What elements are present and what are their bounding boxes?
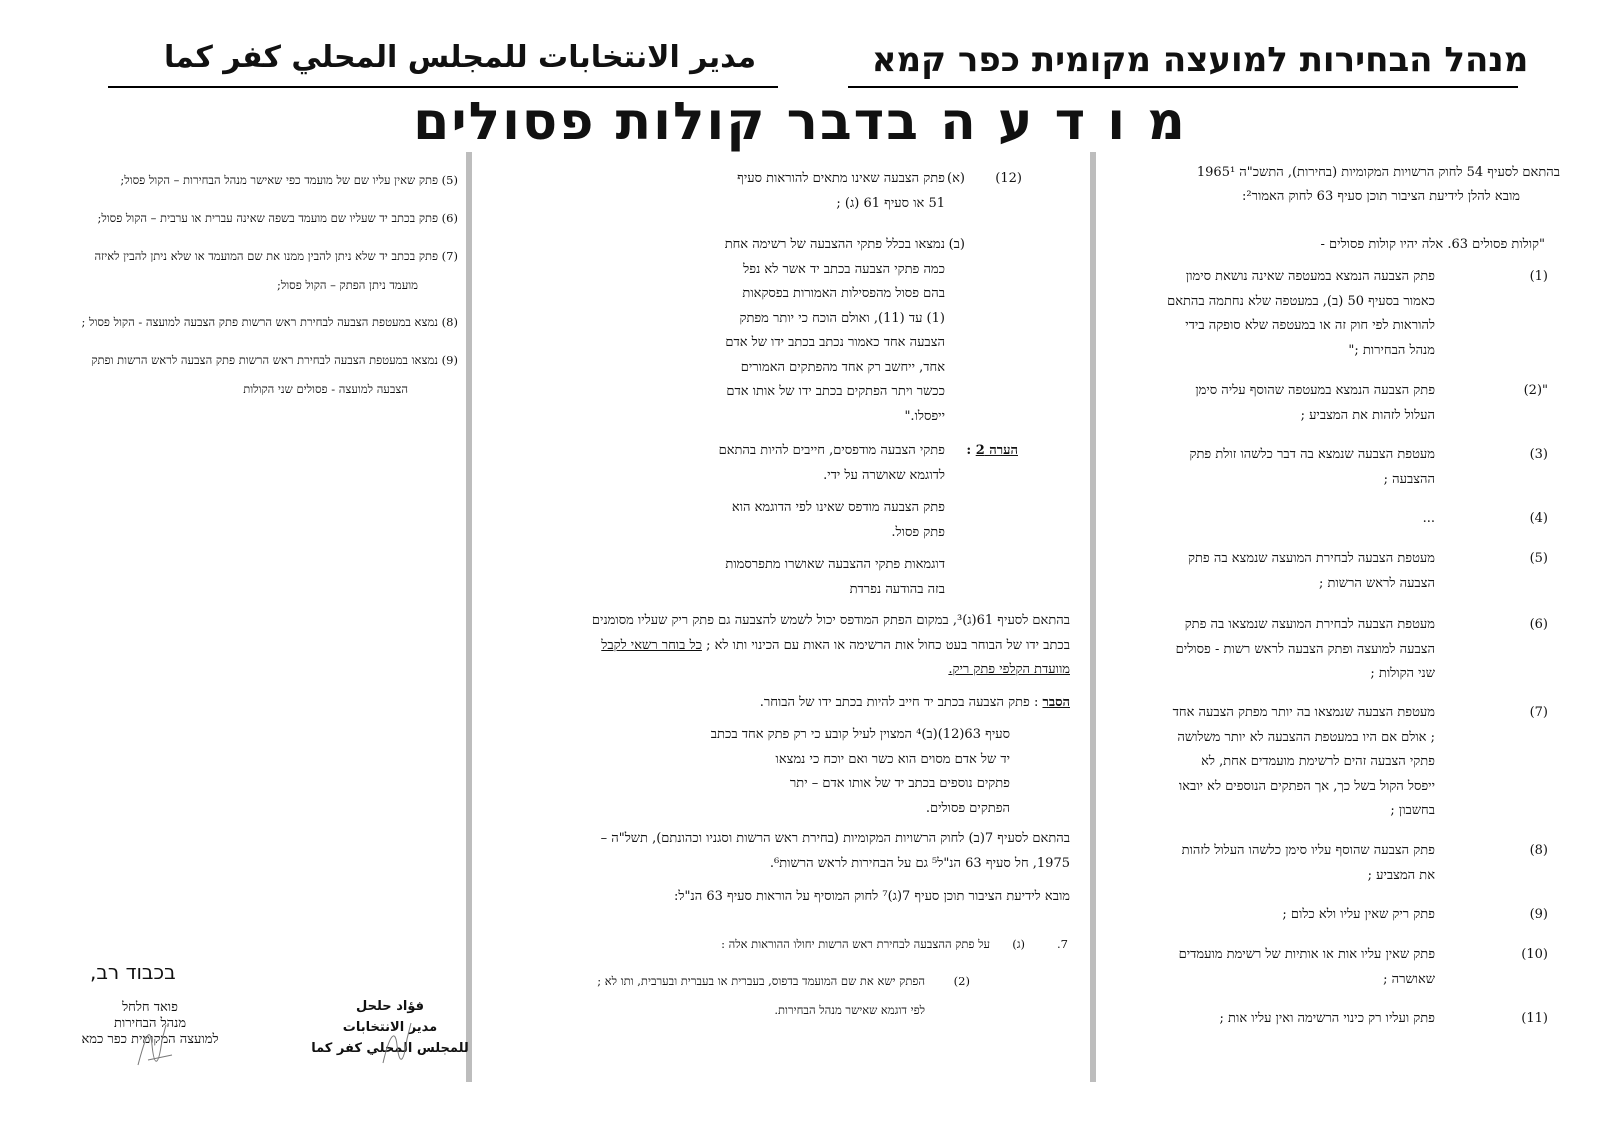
left-item-line: (5) פתק שאין עליו שם של מועמד כפי שאישר מנהל הבחירות – הקול פסול; xyxy=(120,173,458,187)
intro-line-1: בהתאם לסעיף 54 לחוק הרשויות המקומיות (בחירות), התשכ"ה 1965¹ xyxy=(1196,165,1560,180)
item-text xyxy=(1100,1007,1435,1032)
note-line: פתק פסול. xyxy=(891,524,945,540)
left-column xyxy=(18,160,458,460)
explanation-line: סעיף 63(12)(ב)⁴ המצוין לעיל קובע כי רק פתק אחד בכתב xyxy=(710,727,1010,742)
item-line: שאושרה ; xyxy=(1383,971,1435,987)
item-text xyxy=(1100,507,1435,532)
item-12b-text xyxy=(605,233,945,429)
item-number: (6) xyxy=(1529,617,1548,632)
right-column-divider xyxy=(1090,152,1096,1082)
paragraph-61c-line xyxy=(480,634,1070,659)
item-line: פתק ועליו רק כינוי הרשימה ואין עליו אות ; xyxy=(1219,1011,1435,1026)
item-number: (9) xyxy=(1529,907,1548,922)
item-text xyxy=(1100,613,1435,687)
item-line: פתק הצבעה הנמצא במעטפה שאינה נושאת סימון xyxy=(1185,269,1435,284)
handwritten-signature-2 xyxy=(375,1015,425,1070)
middle-column xyxy=(480,155,1080,1075)
item-line: מעטפת הצבעה שנמצא בה דבר כלשהו זולת פתק xyxy=(1189,447,1435,462)
explanation-line: הפתקים פסולים. xyxy=(925,800,1010,816)
item-line: ... xyxy=(1422,511,1435,526)
paragraph-7b-line: 1975, חל סעיף 63 הנ"ל⁵ גם על הבחירות לראש הרשות⁶. xyxy=(769,855,1070,871)
hebrew-header-title: מנהל הבחירות למועצה מקומית כפר קמא xyxy=(871,40,1529,80)
item-line: ייפסל הקול בשל כך, אך הפתקים הנוספים לא יובאו xyxy=(1178,778,1435,794)
left-column-divider xyxy=(466,152,472,1082)
item-text xyxy=(1100,547,1435,596)
closing-text: בכבוד רב, xyxy=(90,960,176,984)
item-12b-line: ייפסלו." xyxy=(904,408,945,424)
item-text xyxy=(1100,839,1435,888)
note-line: לדוגמא שאושרה על ידי. xyxy=(823,467,945,483)
intro-line-2: מובא להלן לידיעת הציבור תוכן סעיף 63 לחוק האמור²: xyxy=(1242,189,1520,204)
explanation-line: יד של אדם מסוים הוא כשר ואם יוכח כי נמצאו xyxy=(775,751,1010,767)
note-2-label-text: הערה 2 xyxy=(975,443,1018,458)
paragraph-61c-line: בהתאם לסעיף 61(ג)³, במקום הפתק המודפס יכול לשמש להצבעה גם פתק ריק שעליו מסומנים xyxy=(591,613,1070,628)
note-line: פתק הצבעה מודפס שאינו לפי הדוגמא הוא xyxy=(731,500,945,515)
item-line: להוראות לפי חוק זה או במעטפה שלא סופקה בידי xyxy=(1185,318,1435,333)
item-line: העלול לזהות את המצביע ; xyxy=(1300,407,1435,423)
section-7-2-text xyxy=(485,967,925,1025)
paragraph-7b xyxy=(480,827,1070,876)
item-line: ; אולם אם היו במעטפת ההצבעה לא יותר משלושה xyxy=(1177,729,1435,745)
item-line: מעטפת הצבעה שנמצאו בה יותר מפתק הצבעה אחד xyxy=(1172,705,1435,720)
item-12a-text xyxy=(605,167,945,216)
note-2-text xyxy=(605,439,945,602)
hebrew-header-rule xyxy=(848,86,1518,88)
note-2-label: הערה 2 : xyxy=(966,443,1018,458)
signature-name-hebrew: פואד חלחל xyxy=(122,1000,178,1015)
item-number: (4) xyxy=(1529,511,1548,526)
arabic-header-title: مدير الانتخابات للمجلس المحلي كفر كما xyxy=(163,40,757,75)
paragraph-61c xyxy=(480,609,1070,683)
handwritten-signature-1 xyxy=(128,1015,188,1075)
signature-council-hebrew: למועצה המקומית כפר כמא xyxy=(81,1032,219,1047)
arabic-header-rule xyxy=(108,86,778,88)
left-item-line: (9) נמצאו במעטפת הצבעה לבחירת ראש הרשות פתק הצבעה לראש הרשות ופתק xyxy=(91,353,458,367)
left-item-line: (8) נמצא במעטפת הצבעה לבחירת ראש הרשות פתק הצבעה למועצה - הקול פסול ; xyxy=(81,315,458,329)
paragraph-61c-line-2: בכתב ידו של הבוחר בעט כחול אות הרשימה או האות עם הכינוי ותו לא ; xyxy=(706,637,1070,653)
item-text xyxy=(1100,443,1435,492)
item-number: (11) xyxy=(1521,1011,1548,1026)
section-7-2-line: לפי דוגמא שאישר מנהל הבחירות. xyxy=(774,1003,925,1017)
item-12b-line: נמצאו בכלל פתקי ההצבעה של רשימה אחת xyxy=(724,237,945,252)
item-number: "(2) xyxy=(1523,383,1548,398)
item-12b-line: הצבעה אחד כאמור נכתב בכתב ידו של אדם xyxy=(725,335,945,350)
item-line: הצבעה למועצה ופתק הצבעה לראש רשות - פסולים xyxy=(1175,641,1435,657)
section-7-number: 7. xyxy=(1057,937,1068,951)
item-12-number: (12) xyxy=(995,171,1022,186)
signature-council-arabic: للمجلس المحلي كفر كما xyxy=(311,1041,469,1056)
section-7 xyxy=(480,930,1080,1020)
item-12a-letter: (א) xyxy=(947,171,965,186)
section-63-label: "קולות פסולים 63. אלה יהיו קולות פסולים - xyxy=(1320,237,1545,252)
item-line: פתק הצבעה שהוסף עליו סימן כלשהו העלול לזהות xyxy=(1181,843,1435,858)
item-12b-line: אחד, ייחשב רק אחד מהפתקים האמורים xyxy=(740,359,945,375)
section-7-letter: (ג) xyxy=(1012,937,1025,951)
item-number: (3) xyxy=(1529,447,1548,462)
section-7-2-number: (2) xyxy=(953,974,970,988)
item-12a-line: פתק הצבעה שאינו מתאים להוראות סעיף xyxy=(737,171,945,186)
item-line: מנהל הבחירות ;" xyxy=(1348,342,1435,358)
item-text xyxy=(1100,943,1435,992)
item-line: שני הקולות ; xyxy=(1370,666,1435,681)
paragraph-7c-intro: מובא לידיעת הציבור תוכן סעיף 7(ג)⁷ לחוק המוסיף על הוראות סעיף 63 הנ"ל: xyxy=(674,889,1070,904)
item-line: בחשבון ; xyxy=(1390,803,1435,818)
left-item-line: מועמד ניתן הפתק – הקול פסול; xyxy=(276,278,418,292)
item-number: (1) xyxy=(1529,269,1548,284)
item-12b-line: (1) עד (11), ואולם הוכח כי יותר מפתק xyxy=(739,310,945,326)
signature-role-hebrew: מנהל הבחירות xyxy=(113,1016,187,1031)
item-12b-line: בהם פסול מהפסילות האמורות בפסקאות xyxy=(742,286,945,301)
item-line: פתקי הצבעה זהים לרשימת מועמדים אחת, לא xyxy=(1201,754,1435,769)
section-7-2-line: הפתק ישא את שם המועמד בדפוס, בעברית או בעברית ובערבית, ותו לא ; xyxy=(597,974,925,988)
item-line: מעטפת הצבעה לבחירת המועצה שנמצא בה פתק xyxy=(1188,551,1435,566)
item-number: (10) xyxy=(1521,947,1548,962)
item-line: מעטפת הצבעה לבחירת המועצה שנמצאו בה פתק xyxy=(1184,617,1435,632)
paragraph-7b-line: בהתאם לסעיף 7(ב) לחוק הרשויות המקומיות (בחירת ראש הרשות וסגניו וכהונתם), תשל"ה – xyxy=(600,831,1070,846)
right-column xyxy=(1100,155,1560,1055)
explanation xyxy=(480,691,1070,716)
item-text xyxy=(1100,903,1435,928)
item-number: (5) xyxy=(1529,551,1548,566)
note-line: דוגמאות פתקי ההצבעה שאושרו מתפרסמות xyxy=(725,557,945,572)
item-number: (7) xyxy=(1529,705,1548,720)
signature-name-arabic: فؤاد حلحل xyxy=(356,999,424,1014)
item-line: הצבעה לראש הרשות ; xyxy=(1319,575,1435,591)
paragraph-61c-line: מוועדת הקלפי פתק ריק. xyxy=(948,662,1070,677)
item-line: פתק הצבעה הנמצא במעטפה שהוסף עליה סימן xyxy=(1195,383,1435,398)
notice-title: מ ו ד ע ה בדבר קולות פסולים xyxy=(413,92,1187,152)
item-12b-letter: (ב) xyxy=(948,237,965,252)
explanation-label: הסבר xyxy=(1042,695,1070,710)
left-item-line: (6) פתק בכתב יד שעליו שם מועמד בשפה שאינה עברית או ערבית – הקול פסול; xyxy=(97,211,458,225)
note-line: בזה בהודעה נפרדת xyxy=(849,581,945,597)
item-line: פתק שאין עליו אות או אותיות של רשימת מועמדים xyxy=(1178,947,1435,962)
item-12b-line: ככשר ויתר הפתקים בכתב ידו של אותו אדם xyxy=(726,384,945,399)
explanation-line: פתקים נוספים בכתב יד של אותו אדם – יתר xyxy=(789,776,1010,791)
item-12b-line: כמה פתקי הצבעה בכתב יד אשר לא נפל xyxy=(743,261,945,277)
item-12a-line: 51 או סעיף 61 (ג) ; xyxy=(836,195,945,211)
item-text xyxy=(1100,265,1435,363)
item-line: כאמור בסעיף 50 (ב), במעטפה שלא נחתמה בהתאם xyxy=(1167,293,1435,309)
item-line: פתק ריק שאין עליו ולא כלום ; xyxy=(1282,907,1435,922)
explanation-text: : פתק הצבעה בכתב יד חייב להיות בכתב ידו של הבוחר. xyxy=(759,695,1039,710)
item-line: את המצביע ; xyxy=(1367,867,1435,883)
item-text xyxy=(1100,701,1435,824)
item-number: (8) xyxy=(1529,843,1548,858)
left-item-line: הצבעה למועצה - פסולים שני הקולות xyxy=(243,382,408,396)
left-item-line: (7) פתק בכתב יד שלא ניתן להבין ממנו את שם המועמד או שלא ניתן להבין לאיזה xyxy=(94,249,458,263)
paragraph-61c-underlined: כל בוחר רשאי לקבל xyxy=(601,637,702,653)
item-text xyxy=(1100,379,1435,428)
note-line: פתקי הצבעה מודפסים, חייבים להיות בהתאם xyxy=(718,443,945,458)
signature-role-arabic: مدير الانتخابات xyxy=(342,1020,438,1035)
item-line: ההצבעה ; xyxy=(1383,471,1435,487)
section-7-text: על פתק ההצבעה לבחירת ראש הרשות יחולו ההוראות אלה : xyxy=(721,937,990,951)
explanation-detail xyxy=(630,723,1010,821)
